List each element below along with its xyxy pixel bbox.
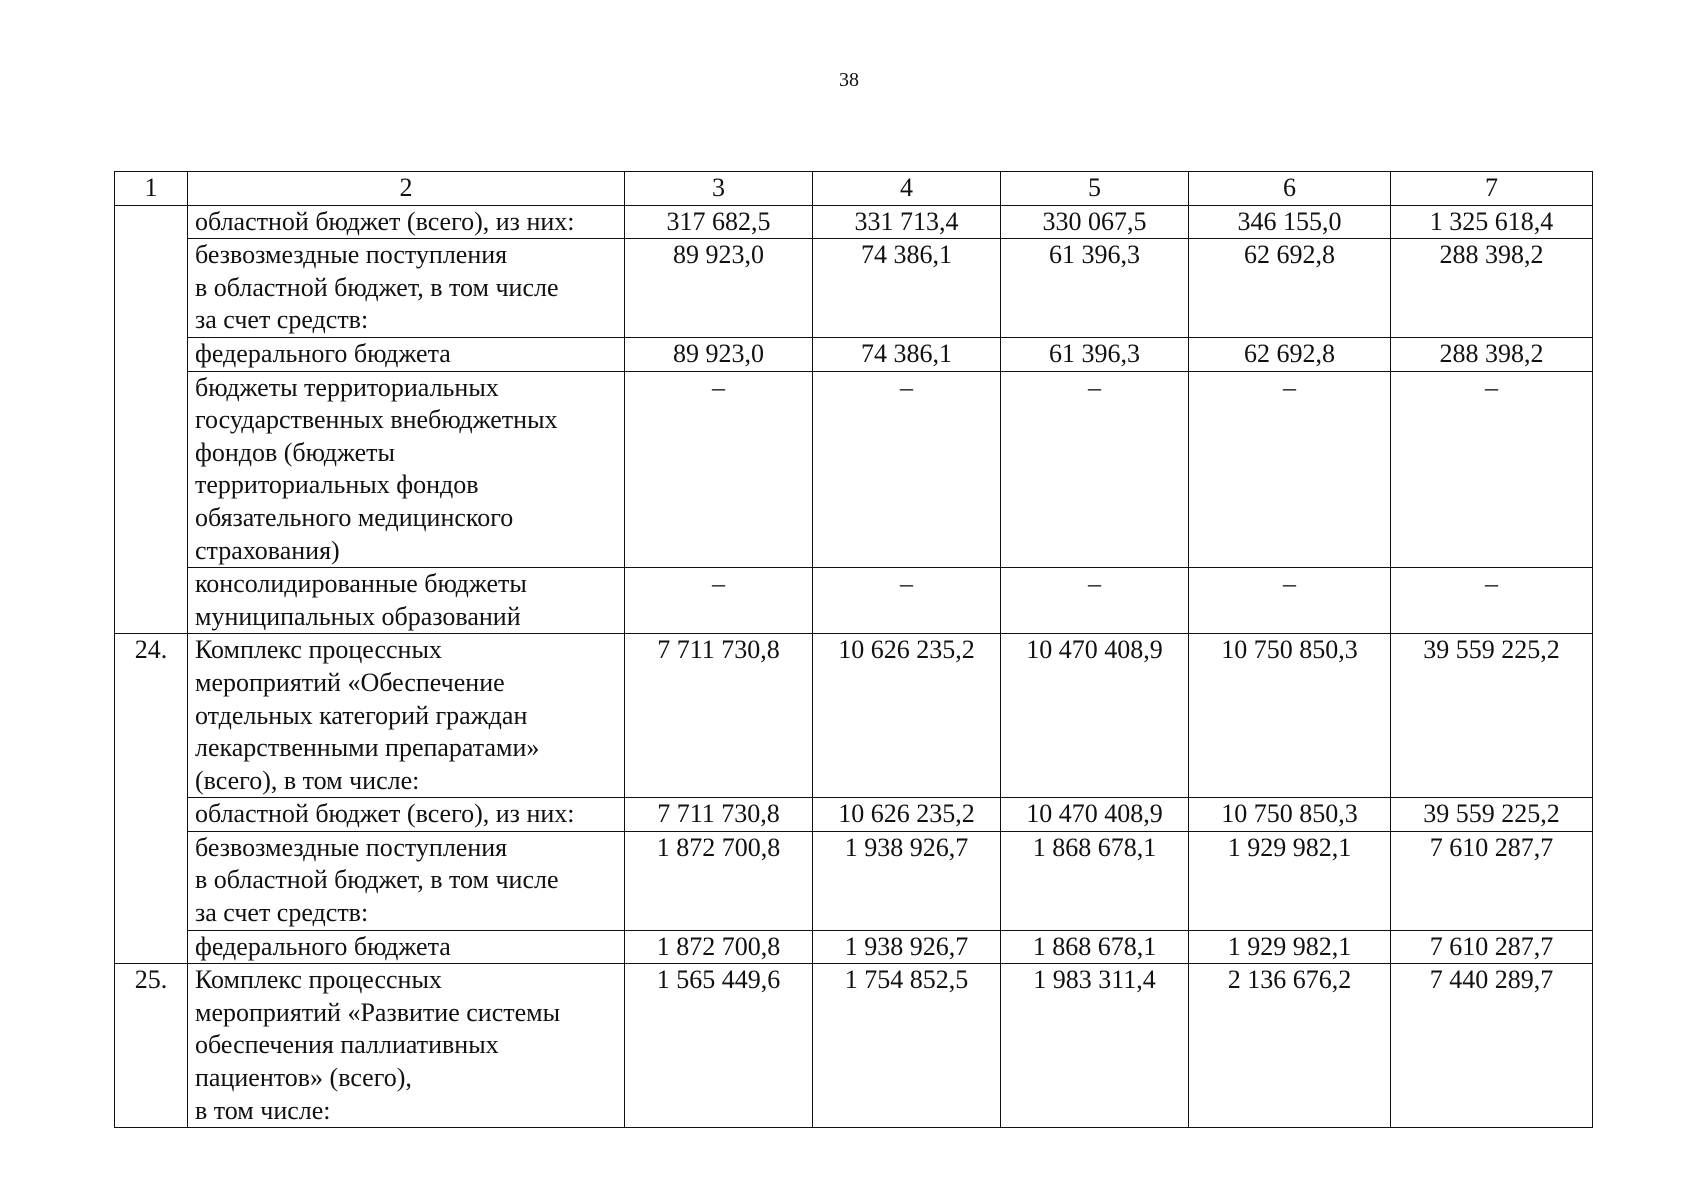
row-value: – <box>625 371 813 568</box>
row-value: 61 396,3 <box>1001 239 1189 338</box>
row-value: – <box>1391 371 1593 568</box>
table-row <box>115 930 1593 964</box>
row-value: 10 626 235,2 <box>813 634 1001 798</box>
row-value: – <box>625 568 813 634</box>
row-value: 288 398,2 <box>1391 239 1593 338</box>
row-value: 7 440 289,7 <box>1391 964 1593 1128</box>
column-number-row <box>115 172 1593 206</box>
row-value: 39 559 225,2 <box>1391 634 1593 798</box>
row-value: 331 713,4 <box>813 205 1001 239</box>
table-row <box>115 337 1593 371</box>
row-value: 89 923,0 <box>625 239 813 338</box>
row-description: федерального бюджета <box>188 337 625 371</box>
table-row <box>115 798 1593 832</box>
row-value: 7 610 287,7 <box>1391 831 1593 930</box>
row-value: 7 711 730,8 <box>625 798 813 832</box>
row-value: – <box>1391 568 1593 634</box>
table-row <box>115 239 1593 338</box>
row-value: 61 396,3 <box>1001 337 1189 371</box>
row-description: Комплекс процессных мероприятий «Обеспечение отдельных категорий граждан лекарственными препаратами» (всего), в том числе: <box>188 634 625 798</box>
row-value: 288 398,2 <box>1391 337 1593 371</box>
row-value: 74 386,1 <box>813 239 1001 338</box>
row-value: 1 929 982,1 <box>1189 930 1391 964</box>
table-row <box>115 371 1593 568</box>
row-description: бюджеты территориальных государственных внебюджетных фондов (бюджеты территориальных фондов обязательного медицинского страхования) <box>188 371 625 568</box>
row-value: 1 938 926,7 <box>813 831 1001 930</box>
row-value: 62 692,8 <box>1189 337 1391 371</box>
row-value: 330 067,5 <box>1001 205 1189 239</box>
table-body <box>115 172 1593 1128</box>
row-value: 10 626 235,2 <box>813 798 1001 832</box>
row-value: 1 868 678,1 <box>1001 831 1189 930</box>
row-value: 1 868 678,1 <box>1001 930 1189 964</box>
column-number: 2 <box>188 172 625 206</box>
row-value: 346 155,0 <box>1189 205 1391 239</box>
row-value: 1 938 926,7 <box>813 930 1001 964</box>
table-row <box>115 205 1593 239</box>
row-description: Комплекс процессных мероприятий «Развитие системы обеспечения паллиативных пациентов» (всего), в том числе: <box>188 964 625 1128</box>
row-description: федерального бюджета <box>188 930 625 964</box>
table-row <box>115 964 1593 1128</box>
row-value: 1 325 618,4 <box>1391 205 1593 239</box>
row-description: безвозмездные поступления в областной бюджет, в том числе за счет средств: <box>188 831 625 930</box>
row-value: – <box>1001 568 1189 634</box>
row-value: 10 470 408,9 <box>1001 798 1189 832</box>
row-value: 2 136 676,2 <box>1189 964 1391 1128</box>
row-value: 7 711 730,8 <box>625 634 813 798</box>
row-value: 1 983 311,4 <box>1001 964 1189 1128</box>
row-value: – <box>1001 371 1189 568</box>
row-value: 89 923,0 <box>625 337 813 371</box>
row-value: 7 610 287,7 <box>1391 930 1593 964</box>
page-number: 38 <box>839 69 859 91</box>
column-number: 4 <box>813 172 1001 206</box>
row-value: 1 872 700,8 <box>625 930 813 964</box>
row-value: – <box>1189 371 1391 568</box>
item-number: 25. <box>115 964 188 1128</box>
row-value: 10 750 850,3 <box>1189 798 1391 832</box>
column-number: 7 <box>1391 172 1593 206</box>
item-number: 24. <box>115 634 188 964</box>
row-value: 62 692,8 <box>1189 239 1391 338</box>
row-description: областной бюджет (всего), из них: <box>188 205 625 239</box>
column-number: 6 <box>1189 172 1391 206</box>
table-row <box>115 568 1593 634</box>
row-value: – <box>1189 568 1391 634</box>
row-value: 1 929 982,1 <box>1189 831 1391 930</box>
row-value: 39 559 225,2 <box>1391 798 1593 832</box>
row-value: – <box>813 371 1001 568</box>
row-value: 10 750 850,3 <box>1189 634 1391 798</box>
row-value: 317 682,5 <box>625 205 813 239</box>
column-number: 1 <box>115 172 188 206</box>
row-description: областной бюджет (всего), из них: <box>188 798 625 832</box>
row-value: 10 470 408,9 <box>1001 634 1189 798</box>
column-number: 3 <box>625 172 813 206</box>
table-row <box>115 634 1593 798</box>
column-number: 5 <box>1001 172 1189 206</box>
item-number <box>115 205 188 634</box>
row-description: консолидированные бюджеты муниципальных образований <box>188 568 625 634</box>
row-value: 1 872 700,8 <box>625 831 813 930</box>
budget-table <box>114 171 1593 1128</box>
row-value: 74 386,1 <box>813 337 1001 371</box>
row-value: – <box>813 568 1001 634</box>
table-row <box>115 831 1593 930</box>
row-value: 1 565 449,6 <box>625 964 813 1128</box>
row-value: 1 754 852,5 <box>813 964 1001 1128</box>
row-description: безвозмездные поступления в областной бюджет, в том числе за счет средств: <box>188 239 625 338</box>
